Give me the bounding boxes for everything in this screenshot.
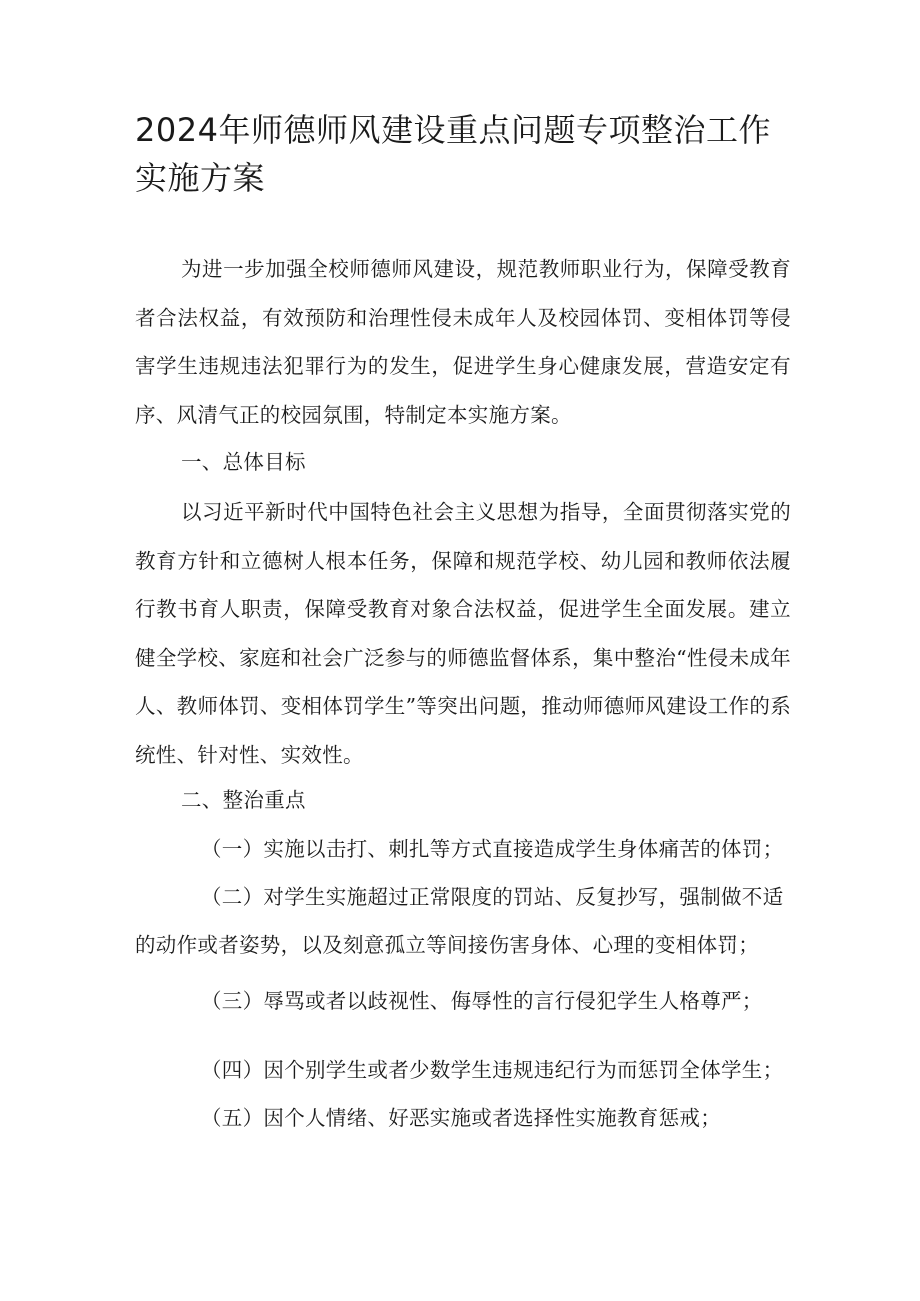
key-issue-item-5: （五）因个人情绪、好恶实施或者选择性实施教育惩戒； [201, 1106, 721, 1130]
key-issue-item-1: （一）实施以击打、刺扎等方式直接造成学生身体痛苦的体罚； [201, 837, 784, 861]
key-issue-item-4: （四）因个别学生或者少数学生违规违纪行为而惩罚全体学生； [201, 1058, 784, 1082]
section-heading-key-issues: 二、整治重点 [181, 788, 306, 812]
intro-paragraph: 为进一步加强全校师德师风建设，规范教师职业行为，保障受教育者合法权益，有效预防和治理性侵未成年人及校园体罚、变相体罚等侵害学生违规违法犯罪行为的发生，促进学生身心健康发展，营造安定有序、风清气正的校园氛围，特制定本实施方案。 [135, 257, 791, 427]
key-issue-item-2: （二）对学生实施超过正常限度的罚站、反复抄写，强制做不适的动作或者姿势，以及刻意孤立等间接伤害身体、心理的变相体罚； [135, 885, 784, 957]
key-issue-item-3: （三）辱骂或者以歧视性、侮辱性的言行侵犯学生人格尊严； [201, 989, 763, 1013]
document-title: 2024年师德师风建设重点问题专项整治工作实施方案 [135, 111, 771, 197]
overall-goal-paragraph: 以习近平新时代中国特色社会主义思想为指导，全面贯彻落实党的教育方针和立德树人根本任务，保障和规范学校、幼儿园和教师依法履行教书育人职责，保障受教育对象合法权益，促进学生全面发展。建立健全学校、家庭和社会广泛参与的师德监督体系，集中整治“性侵未成年人、教师体罚、变相体罚学生”等突出问题，推动师德师风建设工作的系统性、针对性、实效性。 [135, 500, 791, 767]
section-heading-overall-goal: 一、总体目标 [181, 450, 306, 474]
